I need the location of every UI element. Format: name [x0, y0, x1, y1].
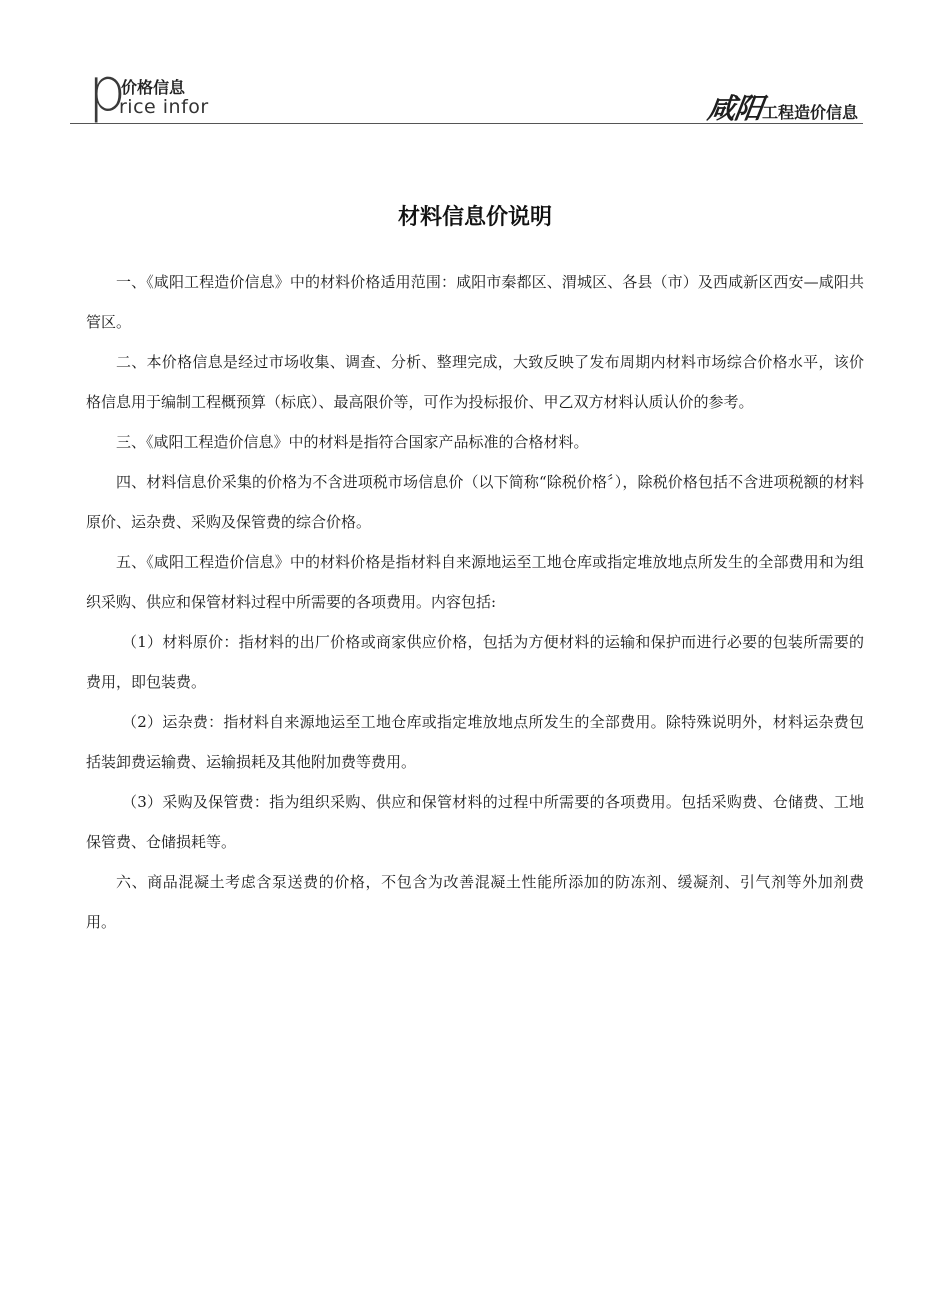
paragraph-3: 三、《咸阳工程造价信息》中的材料是指符合国家产品标准的合格材料。 — [116, 433, 589, 451]
logo-letter-p: p — [88, 55, 127, 125]
paragraph-4: 四、材料信息价采集的价格为不含进项税市场信息价（以下简称“除税价格〞），除税价格包括不含进项税额的材料原价、运杂费、采购及保管费的综合价格。 — [86, 473, 864, 531]
brand-city-calligraphy: 咸阳 — [705, 92, 765, 125]
paragraph-2: 二、本价格信息是经过市场收集、调查、分析、整理完成，大致反映了发布周期内材料市场综合价格水平，该价格信息用于编制工程概预算（标底）、最高限价等，可作为投标报价、甲乙双方材料认质认价的参考。 — [86, 353, 864, 411]
paragraph-5-item-2: （2）运杂费：指材料自来源地运至工地仓库或指定堆放地点所发生的全部费用。除特殊说明外，材料运杂费包括装卸费运输费、运输损耗及其他附加费等费用。 — [86, 713, 864, 771]
header-divider — [70, 123, 863, 124]
paragraph-1: 一、《咸阳工程造价信息》中的材料价格适用范围：咸阳市秦都区、渭城区、各县（市）及西咸新区西安—咸阳共管区。 — [86, 273, 864, 331]
logo-english-label: rice infor — [119, 96, 209, 118]
paragraph-6: 六、商品混凝土考虑含泵送费的价格，不包含为改善混凝土性能所添加的防冻剂、缓凝剂、引气剂等外加剂费用。 — [86, 873, 864, 931]
publication-brand — [705, 87, 858, 127]
logo-chinese-label: 价格信息 — [121, 78, 186, 97]
paragraph-5: 五、《咸阳工程造价信息》中的材料价格是指材料自来源地运至工地仓库或指定堆放地点所发生的全部费用和为组织采购、供应和保管材料过程中所需要的各项费用。内容包括: — [86, 553, 864, 611]
brand-title: 工程造价信息 — [761, 103, 858, 122]
page-header — [0, 0, 950, 130]
document-body — [86, 262, 864, 942]
document-title: 材料信息价说明 — [397, 205, 552, 230]
paragraph-5-item-3: （3）采购及保管费：指为组织采购、供应和保管材料的过程中所需要的各项费用。包括采购费、仓储费、工地保管费、仓储损耗等。 — [86, 793, 864, 851]
paragraph-5-item-1: （1）材料原价：指材料的出厂价格或商家供应价格，包括为方便材料的运输和保护而进行必要的包装所需要的费用，即包装费。 — [86, 633, 864, 691]
